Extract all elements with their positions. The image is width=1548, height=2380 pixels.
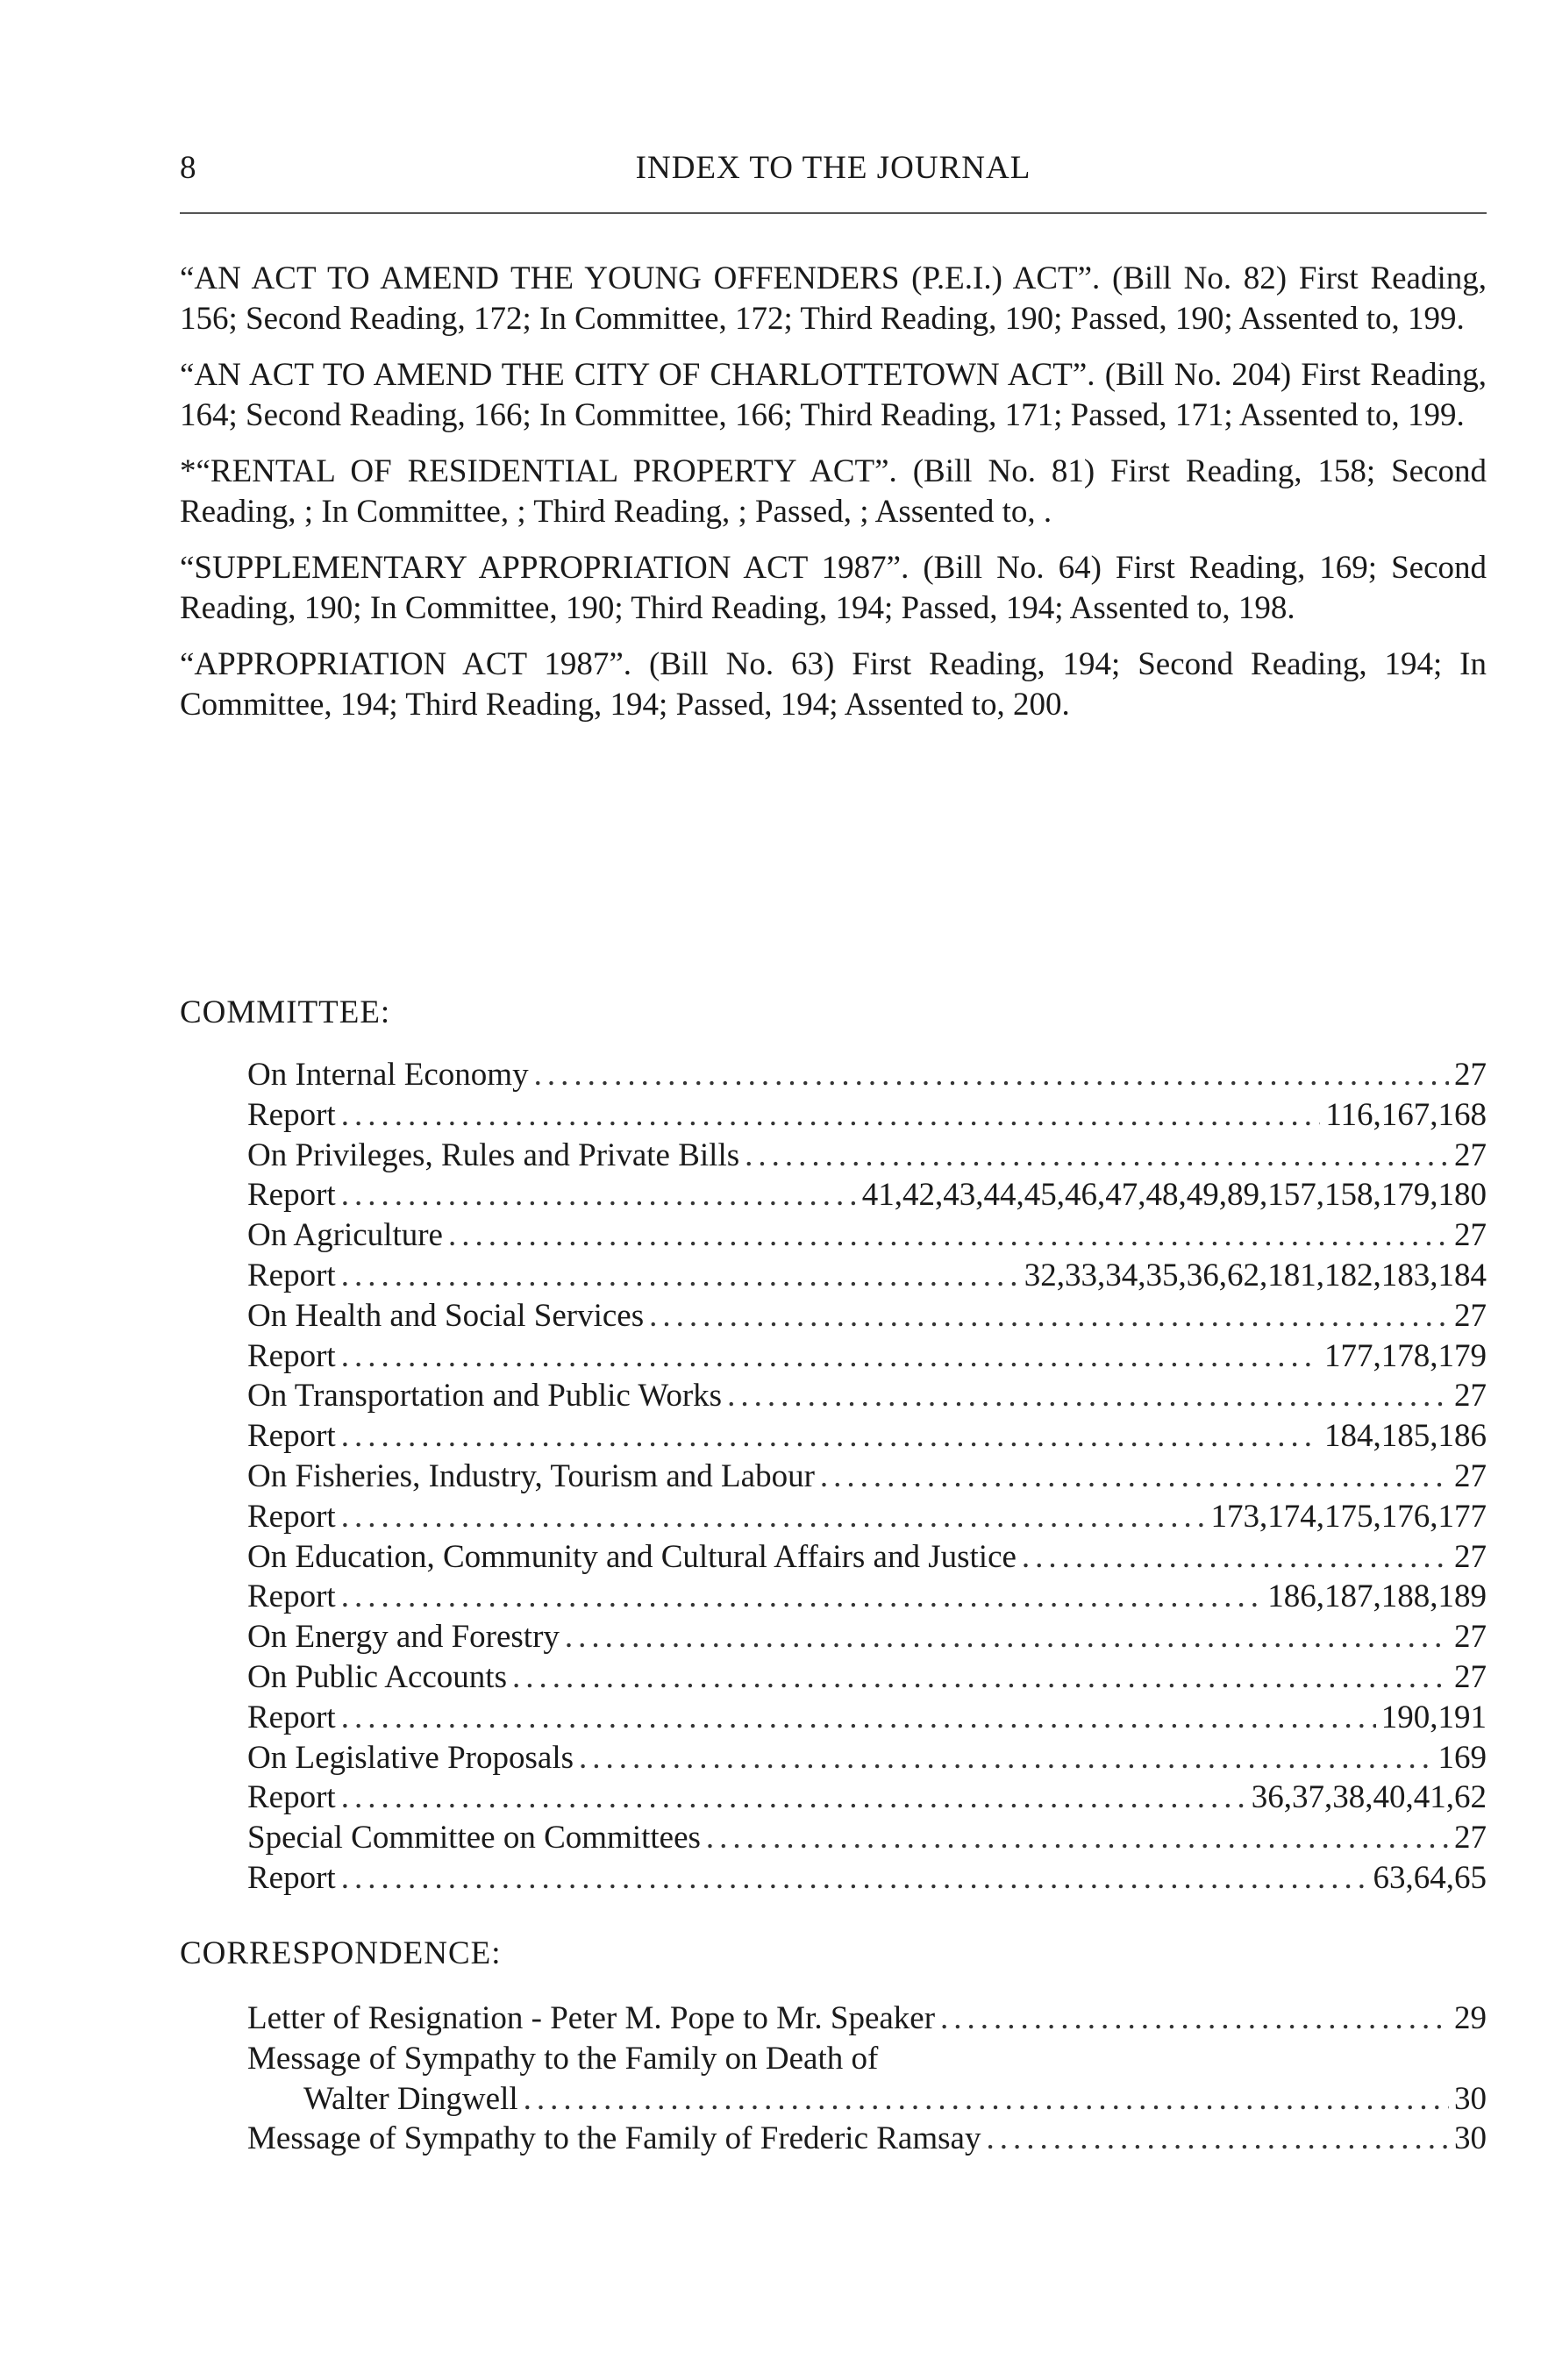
entry-label: Report [247,1699,336,1735]
page-header [180,140,1487,196]
index-entry [247,1497,1487,1537]
page-number: 8 [180,150,196,186]
entry-label: Message of Sympathy to the Family of Frederic Ramsay [247,2120,981,2157]
index-entry [247,1698,1487,1738]
index-entry [247,1738,1487,1778]
dot-leader [512,1657,1449,1698]
entry-label: On Internal Economy [247,1057,529,1093]
entry-label: Report [247,1498,336,1535]
index-entry [247,1999,1487,2039]
entry-label: Message of Sympathy to the Family on Death of [247,2040,879,2077]
index-entry [247,1818,1487,1858]
entry-pages: 27 [1454,1658,1487,1695]
entry-label: Report [247,1096,336,1133]
entry-pages: 30 [1454,2080,1487,2117]
dot-leader [1022,1537,1449,1578]
index-entry [247,1657,1487,1698]
entry-pages: 27 [1454,1538,1487,1575]
dot-leader [745,1136,1449,1176]
index-entry [247,1778,1487,1818]
entry-label: Report [247,1578,336,1615]
entry-pages: 27 [1454,1378,1487,1414]
dot-leader [649,1296,1449,1336]
dot-leader [986,2119,1449,2159]
running-title: INDEX TO THE JOURNAL [635,150,1031,186]
index-entry [247,1416,1487,1457]
dot-leader [341,1778,1246,1818]
entry-pages: 63,64,65 [1373,1859,1487,1896]
index-entry [247,1537,1487,1578]
index-entry [247,1095,1487,1136]
entry-label: On Health and Social Services [247,1297,645,1334]
entry-label: On Legislative Proposals [247,1739,574,1776]
index-entry [247,1617,1487,1657]
dot-leader [534,1055,1449,1095]
entry-pages: 27 [1454,1137,1487,1173]
entry-pages: 27 [1454,1297,1487,1334]
entry-label: Letter of Resignation - Peter M. Pope to Mr. Speaker [247,2000,936,2036]
dot-leader [706,1818,1449,1858]
entry-label: Report [247,1337,336,1374]
entry-pages: 27 [1454,1820,1487,1856]
index-entry [247,1296,1487,1336]
index-entry [247,2119,1487,2159]
dot-leader [341,1175,857,1215]
dot-leader [341,1095,1321,1136]
dot-leader [820,1457,1449,1497]
dot-leader [524,2079,1449,2120]
index-entry [247,1055,1487,1095]
index-entry [247,1256,1487,1296]
entry-label: Report [247,1257,336,1293]
bill-entry: “SUPPLEMENTARY APPROPRIATION ACT 1987”. (Bill No. 64) First Reading, 169; Second Reading, 190; In Committee, 190; Third Reading, 194; Passed, 194; Assented to, 198. [180,550,1487,626]
entry-pages: 27 [1454,1619,1487,1656]
entry-pages: 177,178,179 [1324,1337,1487,1374]
entry-pages: 184,185,186 [1324,1418,1487,1455]
dot-leader [341,1577,1263,1617]
dot-leader [341,1698,1376,1738]
index-entry [247,1858,1487,1899]
committee-index [247,1055,1487,1899]
index-entry [247,2079,1487,2120]
entry-pages: 32,33,34,35,36,62,181,182,183,184 [1024,1257,1487,1293]
committee-heading: COMMITTEE: [180,994,391,1030]
correspondence-index [247,1999,1487,2159]
bill-list [180,259,1487,741]
index-entry [247,1376,1487,1416]
dot-leader [341,1256,1019,1296]
bill-entry: “AN ACT TO AMEND THE CITY OF CHARLOTTETOWN ACT”. (Bill No. 204) First Reading, 164; Second Reading, 166; In Committee, 166; Third Reading, 171; Passed, 171; Assented to, 199. [180,357,1487,433]
index-entry [247,1215,1487,1256]
entry-pages: 186,187,188,189 [1267,1578,1487,1615]
entry-pages: 190,191 [1380,1699,1487,1735]
index-entry [247,1457,1487,1497]
dot-leader [341,1416,1319,1457]
header-rule [180,212,1487,214]
index-entry [247,1336,1487,1377]
bill-entry: *“RENTAL OF RESIDENTIAL PROPERTY ACT”. (Bill No. 81) First Reading, 158; Second Reading, ; In Committee, ; Third Reading, ; Passed, ; Assented to, . [180,453,1487,530]
correspondence-heading: CORRESPONDENCE: [180,1935,502,1971]
entry-pages: 36,37,38,40,41,62 [1251,1779,1487,1816]
entry-pages: 27 [1454,1217,1487,1254]
entry-label: On Privileges, Rules and Private Bills [247,1137,740,1173]
entry-pages: 29 [1454,2000,1487,2036]
index-entry [247,1577,1487,1617]
entry-label: Report [247,1859,336,1896]
entry-pages: 173,174,175,176,177 [1210,1498,1487,1535]
entry-label: Report [247,1779,336,1816]
bill-entry: “APPROPRIATION ACT 1987”. (Bill No. 63) First Reading, 194; Second Reading, 194; In Committee, 194; Third Reading, 194; Passed, 194; Assented to, 200. [180,646,1487,723]
entry-pages: 169 [1437,1739,1487,1776]
dot-leader [565,1617,1449,1657]
bill-entry: “AN ACT TO AMEND THE YOUNG OFFENDERS (P.E.I.) ACT”. (Bill No. 82) First Reading, 156; Second Reading, 172; In Committee, 172; Third Reading, 190; Passed, 190; Assented to, 199. [180,260,1487,337]
entry-pages: 30 [1454,2120,1487,2157]
dot-leader [341,1336,1319,1377]
entry-label: On Public Accounts [247,1658,507,1695]
entry-pages: 27 [1454,1457,1487,1494]
dot-leader [579,1738,1432,1778]
entry-label: On Energy and Forestry [247,1619,560,1656]
entry-label: Report [247,1418,336,1455]
entry-pages: 27 [1454,1057,1487,1093]
dot-leader [341,1497,1206,1537]
dot-leader [727,1376,1449,1416]
index-entry [247,1136,1487,1176]
entry-label: Report [247,1177,336,1214]
entry-label-continuation: Walter Dingwell [303,2080,518,2117]
entry-label: Special Committee on Committees [247,1820,701,1856]
entry-label: On Education, Community and Cultural Affairs and Justice [247,1538,1017,1575]
dot-leader [448,1215,1449,1256]
entry-label: On Transportation and Public Works [247,1378,723,1414]
dot-leader [341,1858,1368,1899]
entry-pages: 116,167,168 [1325,1096,1487,1133]
index-entry [247,1175,1487,1215]
entry-label: On Fisheries, Industry, Tourism and Labour [247,1457,815,1494]
entry-label: On Agriculture [247,1217,443,1254]
dot-leader [940,1999,1449,2039]
entry-pages: 41,42,43,44,45,46,47,48,49,89,157,158,179,180 [861,1177,1487,1214]
